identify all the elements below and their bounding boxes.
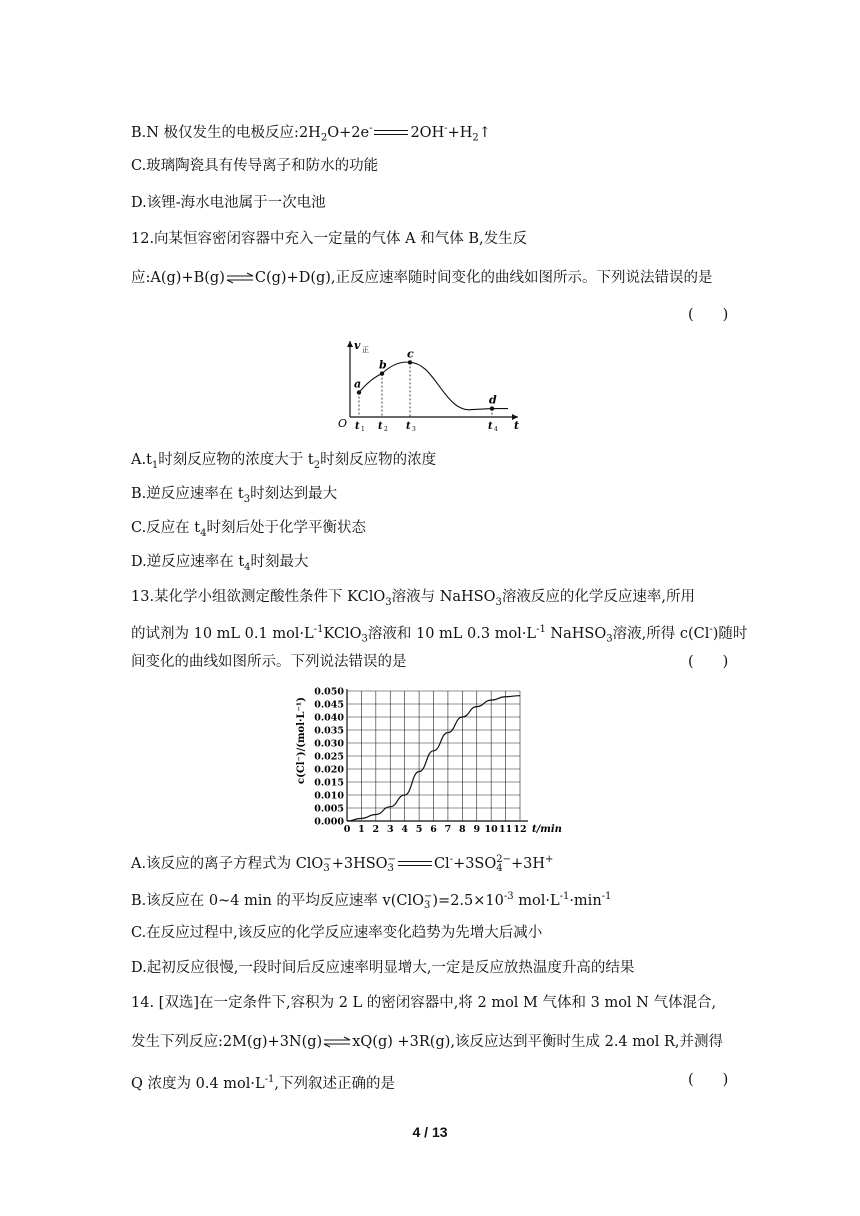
q12-answer-blank: ( ) bbox=[688, 307, 729, 323]
x-tick-label: 3 bbox=[386, 824, 394, 835]
y-axis-arrow-icon bbox=[347, 341, 353, 347]
y-tick-label: 0.000 bbox=[314, 816, 344, 828]
point-label-b: b bbox=[379, 358, 387, 372]
q12-stem-line2: 应:A(g)+B(g) C(g)+D(g),正反应速率随时间变化的曲线如图所示。下列说法错误的是 bbox=[131, 270, 713, 286]
y-axis-label: v bbox=[354, 339, 361, 352]
q13-stem-line3: 间变化的曲线如图所示。下列说法错误的是 bbox=[131, 654, 407, 670]
x-tick-label: 5 bbox=[415, 824, 423, 835]
y-tick-label: 0.015 bbox=[314, 777, 344, 789]
tick-label-t2: t bbox=[378, 421, 383, 432]
ion-charge: 2− 4 bbox=[496, 853, 512, 874]
y-tick-label: 0.045 bbox=[314, 699, 344, 711]
q13-answer-blank: ( ) bbox=[688, 654, 729, 670]
q13-option-d: D.起初反应很慢,一段时间后反应速率明显增大,一定是反应放热温度升高的结果 bbox=[131, 960, 635, 976]
point-d bbox=[490, 406, 494, 410]
point-a bbox=[357, 390, 361, 394]
q14-stem-line3: Q 浓度为 0.4 $mol\cdot L^{-1}$,下列叙述正确的是 bbox=[131, 1074, 395, 1092]
q11-option-b: B.N 极仅发生的电极反应$:2H_2O+2e^-$ $2OH^-+H_2↑$ bbox=[131, 123, 491, 144]
y-tick-label: 0.010 bbox=[314, 790, 344, 802]
equals-sign-icon bbox=[396, 858, 434, 870]
point-label-a: a bbox=[354, 377, 362, 391]
q13-option-c: C.在反应过程中,该反应的化学反应速率变化趋势为先增大后减小 bbox=[131, 925, 543, 941]
y-tick-label: 0.025 bbox=[314, 751, 344, 763]
x-tick-label: 9 bbox=[473, 824, 481, 835]
point-b bbox=[380, 371, 384, 375]
q12-rate-chart bbox=[332, 335, 532, 435]
x-axis-label: t bbox=[514, 419, 520, 432]
y-tick-label: 0.035 bbox=[314, 725, 344, 737]
tick-label-t3: t bbox=[406, 421, 411, 432]
q12-option-b: B.逆反应速率在 $t_3$时刻达到最大 bbox=[131, 486, 338, 505]
y-tick-label: 0.005 bbox=[314, 803, 344, 815]
x-tick-label: 1 bbox=[358, 824, 365, 835]
point-label-d: d bbox=[489, 393, 497, 407]
x-tick-label: 2 bbox=[372, 824, 380, 835]
q13-concentration-chart bbox=[290, 683, 575, 843]
q11-option-c: C.玻璃陶瓷具有传导离子和防水的功能 bbox=[131, 158, 379, 174]
ion-charge: − 3 bbox=[323, 853, 332, 874]
tick-label-sub-2: 2 bbox=[384, 426, 388, 433]
q13-stem-line1: 13.某化学小组欲测定酸性条件下 KClO$_3$溶液与 NaHSO$_3$溶液反应的化学反应速率,所用 bbox=[131, 589, 696, 608]
q12-option-a: $A.t_1$时刻反应物的浓度大于 $t_2$时刻反应物的浓度 bbox=[131, 452, 437, 471]
q12-option-c: C.反应在 $t_4$时刻后处于化学平衡状态 bbox=[131, 520, 366, 539]
q13-stem-line2: 的试剂为 10 mL 0.1 $mol\cdot L^{-1}KClO_3$溶液和 10 mL 0.3 $mol\cdot L^{-1}$ NaHSO$_3$溶液,所得 c(Cl-)随时 bbox=[131, 624, 748, 645]
x-axis-label: t/min bbox=[532, 824, 562, 835]
tick-label-sub-1: 1 bbox=[361, 426, 365, 433]
y-axis-label: c(Cl⁻)/(mol·L⁻¹) bbox=[296, 697, 307, 784]
y-tick-label: 0.050 bbox=[314, 686, 344, 698]
equals-sign-icon bbox=[372, 127, 410, 139]
q14-stem-line1: 14. [双选]在一定条件下,容积为 2 L 的密闭容器中,将 2 mol M 气体和 3 mol N 气体混合, bbox=[131, 995, 717, 1011]
q13-option-a: A.该反应的离子方程式为 ClO− 3 +3HSO− 3 Cl-+3SO2− 4 +3H+ bbox=[131, 853, 554, 874]
q13-option-b: B.该反应在 0~4 min 的平均反应速率 v(ClO− 3 )$=2.5\times 10^{-3}$ $mol\cdot L^{-1}\cdot\min^{-1}$ bbox=[131, 890, 612, 911]
ion-charge: − 3 bbox=[424, 890, 433, 911]
point-label-c: c bbox=[407, 347, 414, 361]
origin-label: O bbox=[338, 417, 348, 430]
tick-label-sub-4: 4 bbox=[494, 426, 498, 433]
q11-option-d: D.该锂-海水电池属于一次电池 bbox=[131, 195, 326, 211]
page-number: 4 / 13 bbox=[412, 1124, 448, 1140]
tick-label-t4: t bbox=[488, 421, 493, 432]
x-tick-label: 10 bbox=[484, 824, 498, 835]
x-tick-label: 0 bbox=[343, 824, 351, 835]
x-tick-label: 8 bbox=[459, 824, 466, 835]
x-tick-label: 4 bbox=[401, 824, 408, 835]
x-tick-label: 11 bbox=[498, 824, 513, 835]
x-tick-label: 6 bbox=[430, 824, 437, 835]
ion-charge: − 3 bbox=[387, 853, 396, 874]
x-tick-label: 12 bbox=[513, 824, 527, 835]
y-tick-label: 0.030 bbox=[314, 738, 344, 750]
x-tick-label: 7 bbox=[444, 824, 452, 835]
q12-option-d: D.逆反应速率在 $t_4$时刻最大 bbox=[131, 554, 309, 573]
q14-stem-line2: 发生下列反应:2M(g)+3N(g) xQ(g) +3R(g),该反应达到平衡时生成 2.4 mol R,并测得 bbox=[131, 1034, 724, 1050]
q14-answer-blank: ( ) bbox=[688, 1072, 729, 1088]
y-axis-label-sub: 正 bbox=[362, 346, 369, 354]
tick-label-sub-3: 3 bbox=[412, 426, 416, 433]
tick-label-t1: t bbox=[355, 421, 360, 432]
y-tick-label: 0.040 bbox=[314, 712, 344, 724]
reversible-arrow-icon bbox=[225, 272, 255, 284]
y-tick-label: 0.020 bbox=[314, 764, 344, 776]
reversible-arrow-icon bbox=[322, 1036, 352, 1048]
q12-stem-line1: 12.向某恒容密闭容器中充入一定量的气体 A 和气体 B,发生反 bbox=[131, 231, 528, 247]
point-c bbox=[408, 360, 412, 364]
